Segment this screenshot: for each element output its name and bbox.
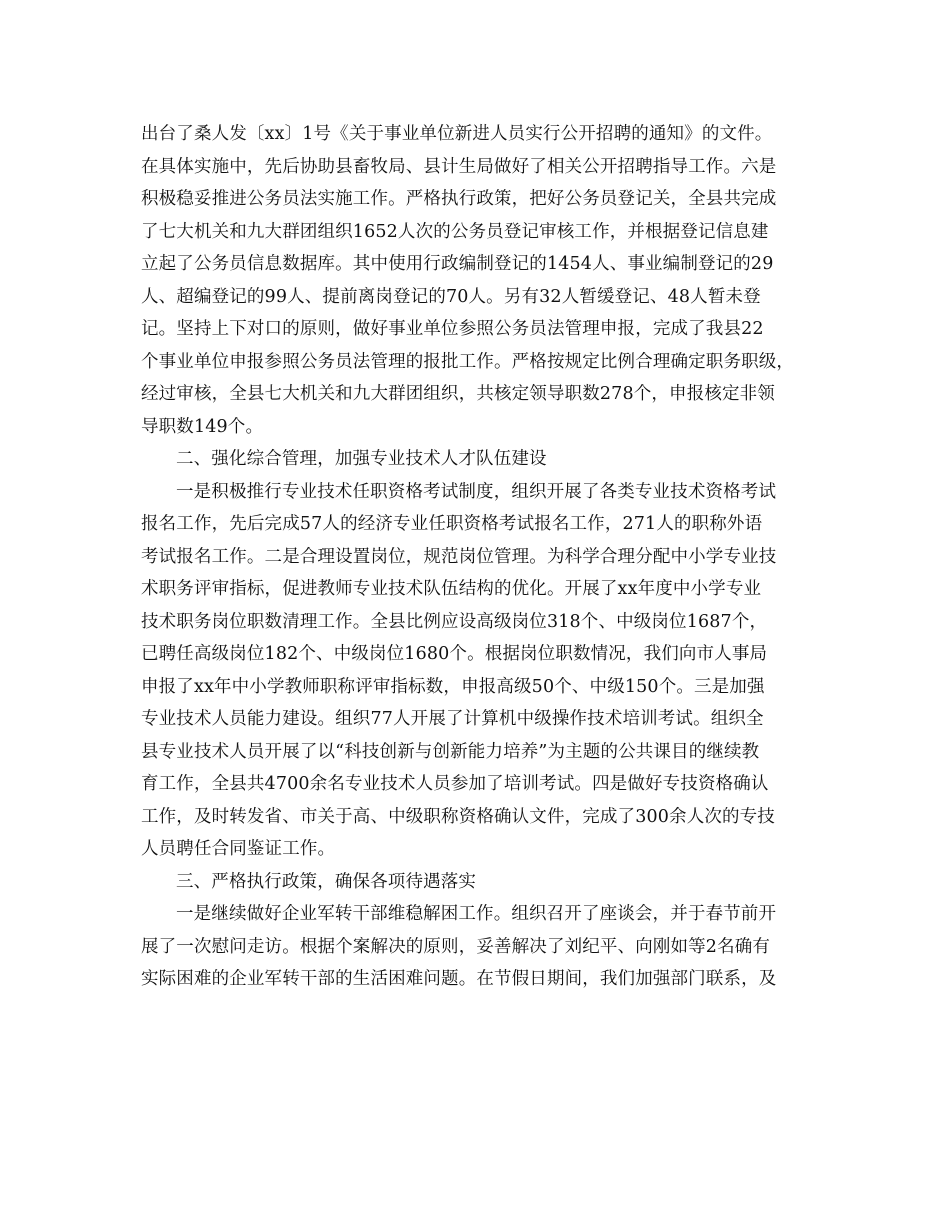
text-line: 县专业技术人员开展了以“科技创新与创新能力培养”为主题的公共课目的继续教 <box>141 741 760 762</box>
text-line: 经过审核，全县七大机关和九大群团组织，共核定领导职数278个，申报核定非领 <box>141 384 775 404</box>
text-line: 一是继续做好企业军转干部维稳解困工作。组织召开了座谈会，并于春节前开 <box>176 904 777 924</box>
text-line: 立起了公务员信息数据库。其中使用行政编制登记的1454人、事业编制登记的29 <box>141 254 774 274</box>
text-line: 工作，及时转发省、市关于高、中级职称资格确认文件，完成了300余人次的专技 <box>141 806 775 827</box>
text-line: 一是积极推行专业技术任职资格考试制度，组织开展了各类专业技术资格考试 <box>176 481 777 502</box>
section-heading: 二、强化综合管理，加强专业技术人才队伍建设 <box>176 449 547 469</box>
text-line: 出台了桑人发〔xx〕1号《关于事业单位新进人员实行公开招聘的通知》的文件。 <box>141 124 773 144</box>
text-line: 展了一次慰问走访。根据个案解决的原则，妥善解决了刘纪平、向刚如等2名确有 <box>141 936 771 957</box>
section-heading: 三、严格执行政策，确保各项待遇落实 <box>176 871 477 892</box>
text-line: 育工作，全县共4700余名专业技术人员参加了培训考试。四是做好专技资格确认 <box>141 774 769 794</box>
text-line: 在具体实施中，先后协助县畜牧局、县计生局做好了相关公开招聘指导工作。六是 <box>141 156 777 177</box>
text-line: 申报了xx年中小学教师职称评审指标数，申报高级50个、中级150个。三是加强 <box>141 676 765 697</box>
text-line: 人、超编登记的99人、提前离岗登记的70人。另有32人暂缓登记、48人暂未登 <box>141 286 761 307</box>
text-line: 报名工作，先后完成57人的经济专业任职资格考试报名工作，271人的职称外语 <box>141 514 763 534</box>
text-line: 技术职务岗位职数清理工作。全县比例应设高级岗位318个、中级岗位1687个， <box>141 611 768 632</box>
text-line: 专业技术人员能力建设。组织77人开展了计算机中级操作技术培训考试。组织全 <box>141 709 764 729</box>
text-line: 考试报名工作。二是合理设置岗位，规范岗位管理。为科学合理分配中小学专业技 <box>141 546 777 567</box>
text-line: 导职数149个。 <box>141 416 264 437</box>
text-line: 了七大机关和九大群团组织1652人次的公务员登记审核工作，并根据登记信息建 <box>141 221 769 242</box>
text-line: 实际困难的企业军转干部的生活困难问题。在节假日期间，我们加强部门联系，及 <box>141 969 777 989</box>
text-line: 术职务评审指标，促进教师专业技术队伍结构的优化。开展了xx年度中小学专业 <box>141 579 762 599</box>
text-line: 记。坚持上下对口的原则，做好事业单位参照公务员法管理申报，完成了我县22 <box>141 319 764 339</box>
text-line: 人员聘任合同鉴证工作。 <box>141 839 336 859</box>
document-body <box>141 118 831 996</box>
text-line: 个事业单位申报参照公务员法管理的报批工作。严格按规定比例合理确定职务职级， <box>141 351 795 372</box>
text-line: 已聘任高级岗位182个、中级岗位1680个。根据岗位职数情况，我们向市人事局 <box>141 644 768 664</box>
text-line: 积极稳妥推进公务员法实施工作。严格执行政策，把好公务员登记关，全县共完成 <box>141 189 777 209</box>
